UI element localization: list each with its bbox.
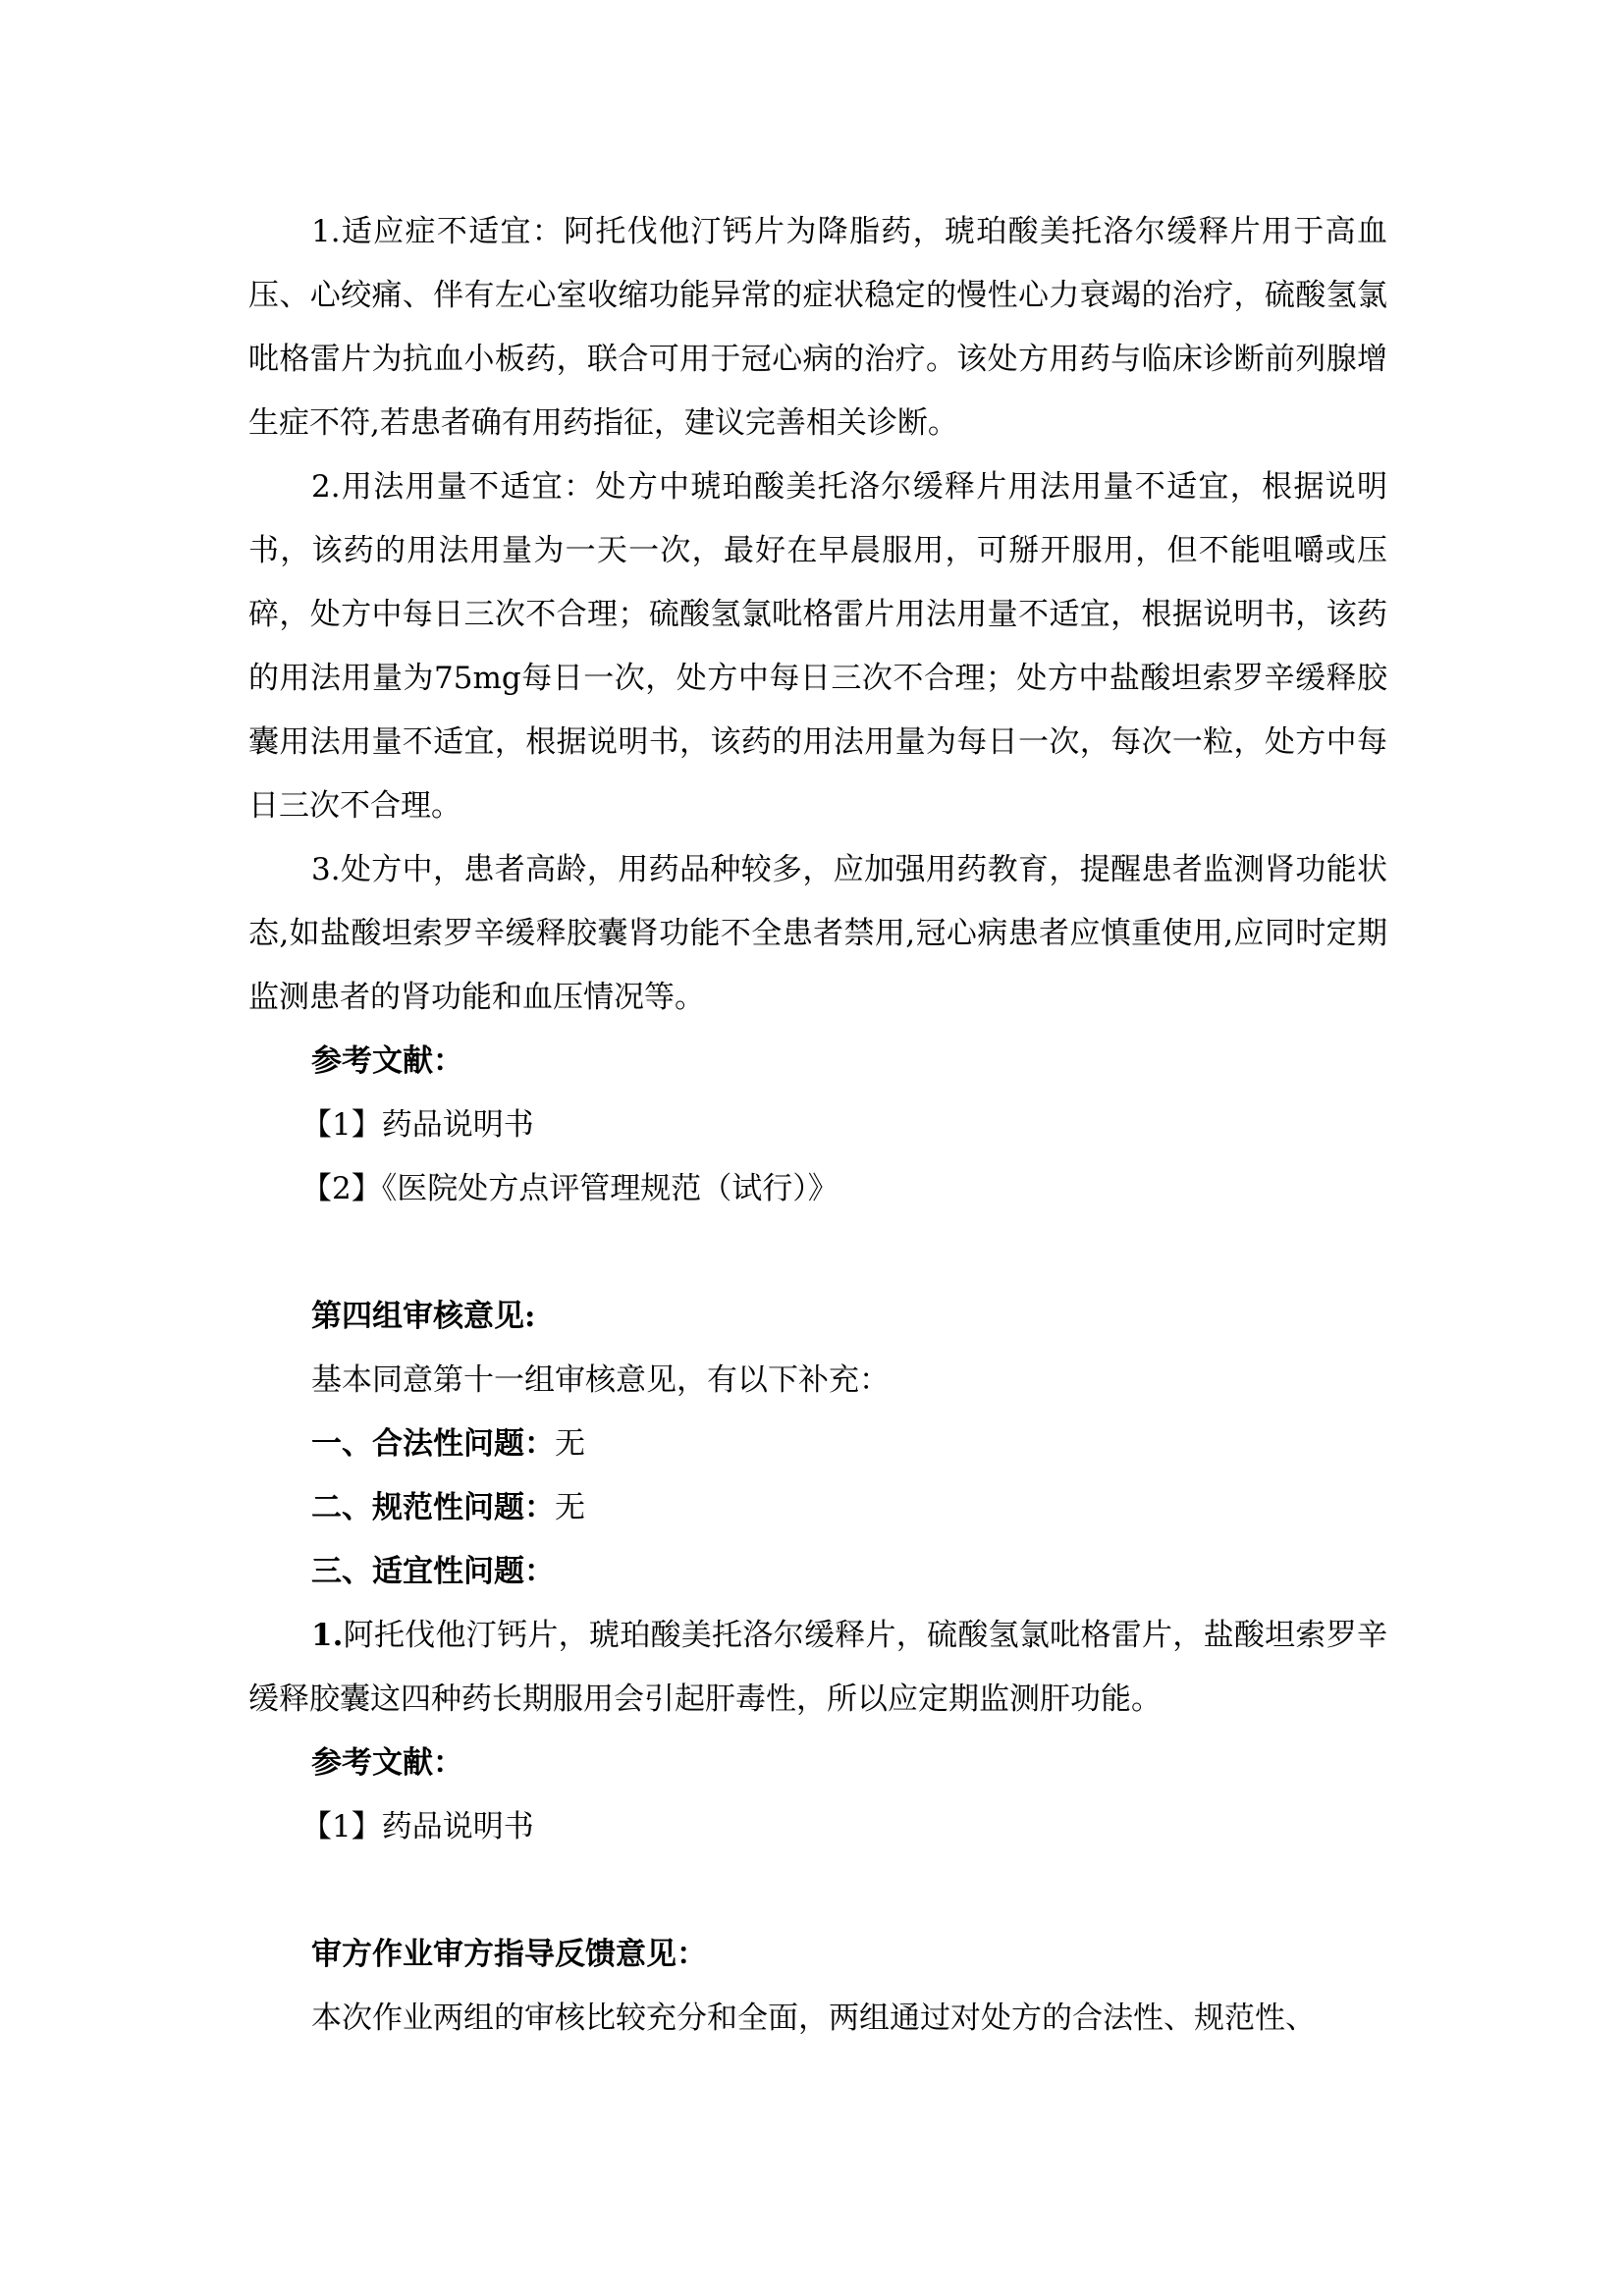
feedback-heading: 审方作业审方指导反馈意见：: [311, 1937, 707, 1972]
page-content: [248, 200, 1387, 2051]
group4-intro: 基本同意第十一组审核意见，有以下补充：: [311, 1362, 890, 1398]
standardization-label: 二、规范性问题：: [311, 1490, 555, 1525]
standardization-value: 无: [555, 1490, 585, 1525]
legality-label: 一、合法性问题：: [311, 1426, 555, 1462]
hepatotoxicity-paragraph: [248, 1604, 1387, 1732]
indication-issue-paragraph: 1.适应症不适宜：阿托伐他汀钙片为降脂药，琥珀酸美托洛尔缓释片用于高血压、心绞痛、伴有左心室收缩功能异常的症状稳定的慢性心力衰竭的治疗，硫酸氢氯吡格雷片为抗血小板药，联合可用于冠心病的治疗。该处方用药与临床诊断前列腺增生症不符,若患者确有用药指征，建议完善相关诊断。: [248, 214, 1387, 441]
item-number: 1.: [311, 1618, 344, 1653]
reference-item: 【1】药品说明书: [301, 1107, 534, 1143]
dosage-issue-paragraph: 2.用法用量不适宜：处方中琥珀酸美托洛尔缓释片用法用量不适宜，根据说明书，该药的用法用量为一天一次，最好在早晨服用，可掰开服用，但不能咀嚼或压碎，处方中每日三次不合理；硫酸氢氯吡格雷片用法用量不适宜，根据说明书，该药的用法用量为75mg每日一次，处方中每日三次不合理；处方中盐酸坦索罗辛缓释胶囊用法用量不适宜，根据说明书，该药的用法用量为每日一次，每次一粒，处方中每日三次不合理。: [248, 469, 1387, 824]
legality-value: 无: [555, 1426, 585, 1462]
references-heading: 参考文献：: [311, 1043, 463, 1079]
reference-item: 【2】《医院处方点评管理规范（试行）》: [301, 1171, 839, 1206]
group4-heading: 第四组审核意见:: [311, 1299, 536, 1334]
patient-education-paragraph: 3.处方中，患者高龄，用药品种较多，应加强用药教育，提醒患者监测肾功能状态,如盐酸坦索罗辛缓释胶囊肾功能不全患者禁用,冠心病患者应慎重使用,应同时定期监测患者的肾功能和血压情况等。: [248, 852, 1387, 1015]
appropriateness-heading: 三、适宜性问题：: [311, 1554, 555, 1589]
legality-line: [248, 1413, 1387, 1476]
references-heading: 参考文献：: [311, 1745, 463, 1781]
standardization-line: [248, 1476, 1387, 1540]
spacer: [248, 1221, 1387, 1285]
feedback-paragraph: 本次作业两组的审核比较充分和全面，两组通过对处方的合法性、规范性、: [311, 2001, 1316, 2036]
reference-item: 【1】药品说明书: [301, 1809, 534, 1844]
item-text: 阿托伐他汀钙片，琥珀酸美托洛尔缓释片，硫酸氢氯吡格雷片，盐酸坦索罗辛缓释胶囊这四种药长期服用会引起肝毒性，所以应定期监测肝功能。: [248, 1618, 1387, 1717]
spacer: [248, 1859, 1387, 1923]
